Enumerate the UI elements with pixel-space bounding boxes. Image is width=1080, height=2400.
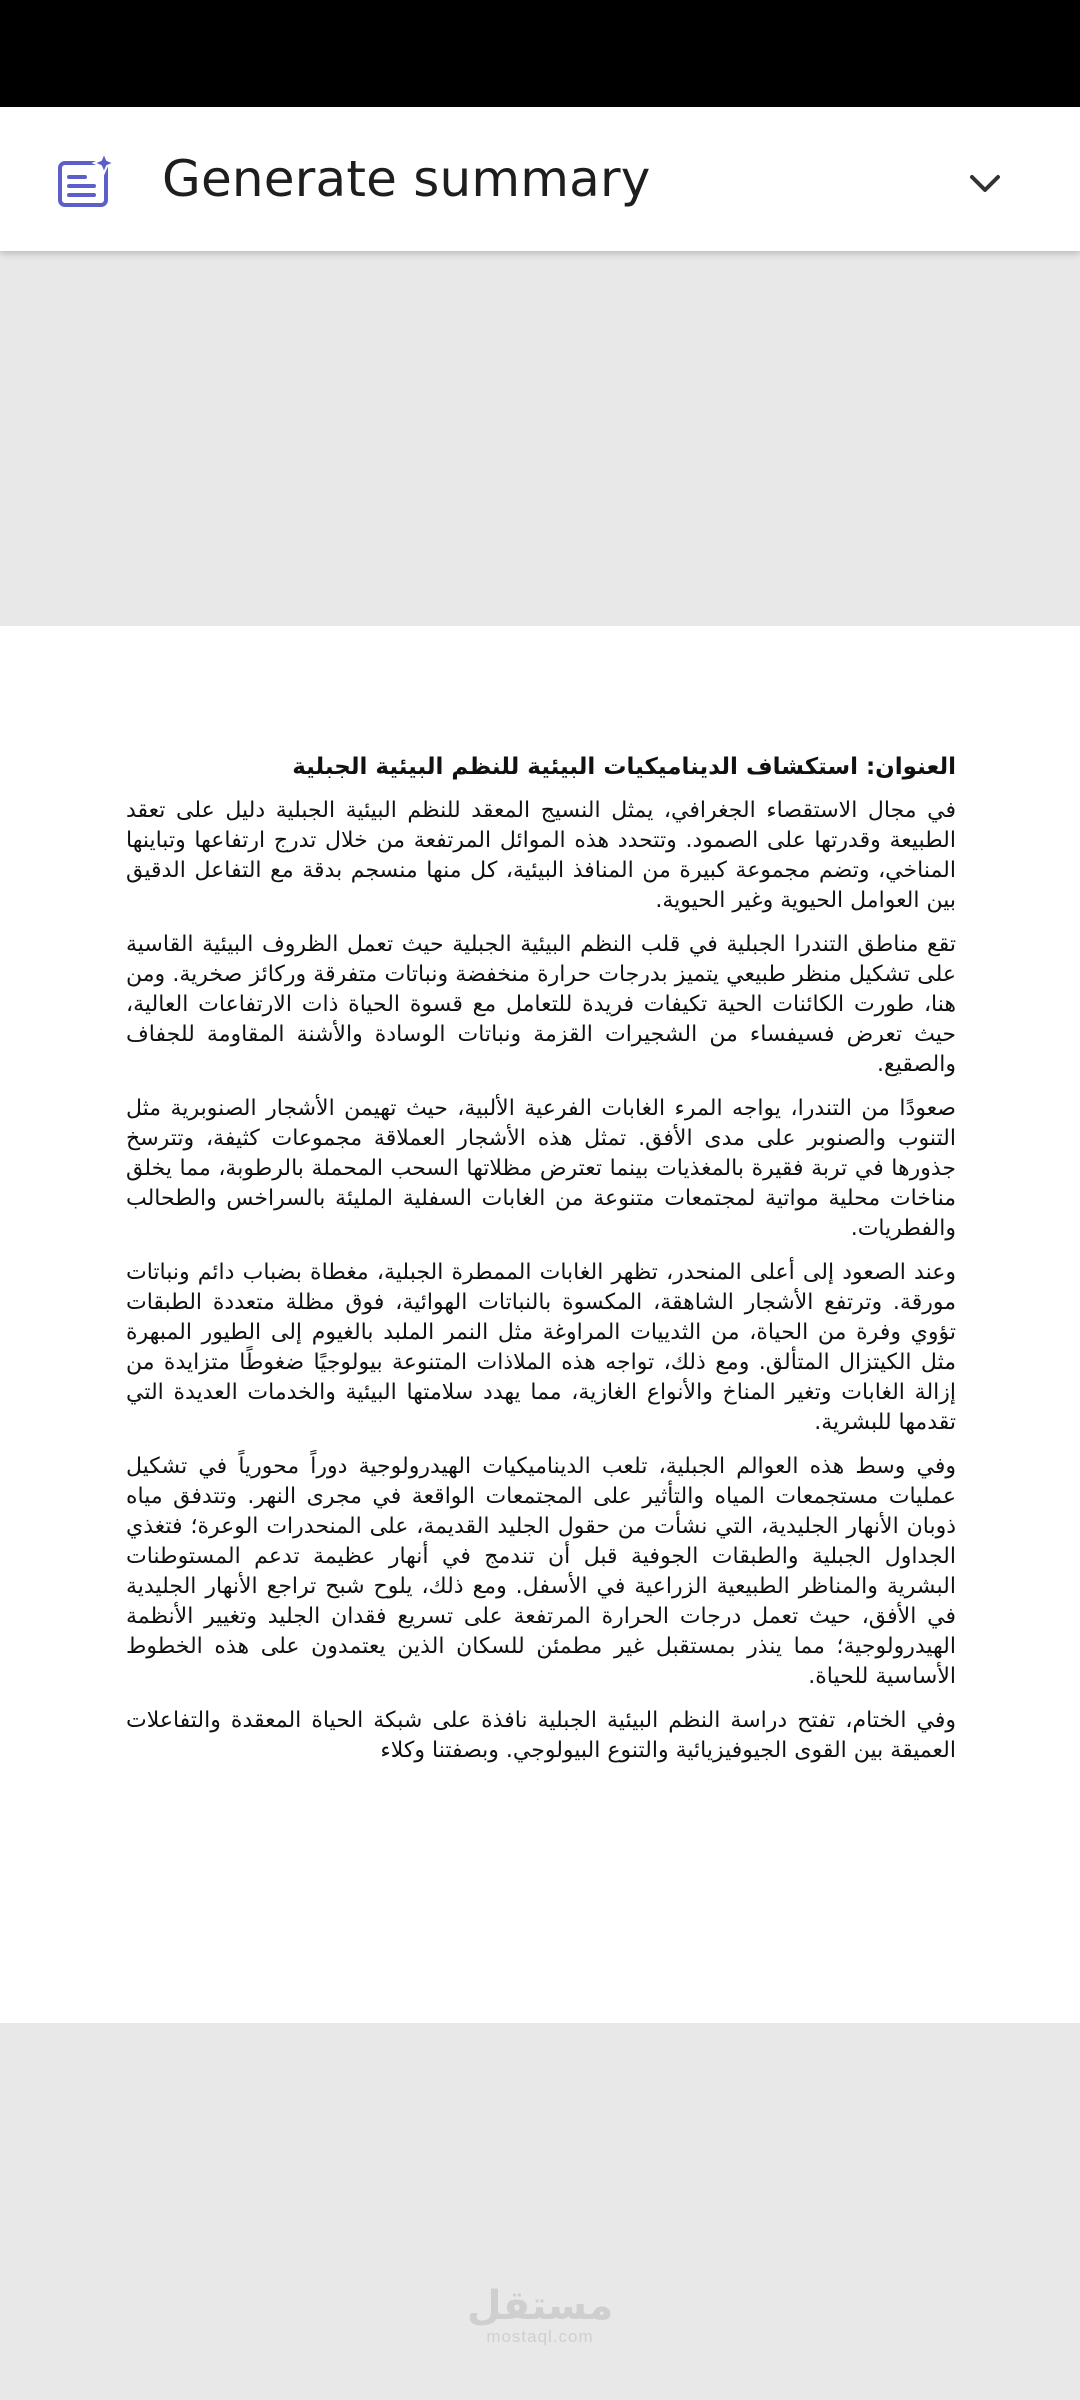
ai-summary-icon xyxy=(56,151,116,211)
status-bar xyxy=(0,0,1080,107)
document-paragraph: في مجال الاستقصاء الجغرافي، يمثل النسيج المعقد للنظم البيئية الجبلية دليل على تعقد الطبيعة وقدرتها على الصمود. وتتحدد هذه الموائل المرتفعة من خلال تدرج ارتفاعها وتباينها المناخي، وتضم مجموعة كبيرة من المنافذ البيئية، كل منها منسجم بدقة مع التفاعل الدقيق بين العوامل الحيوية وغير الحيوية. xyxy=(126,798,956,913)
chevron-down-icon[interactable] xyxy=(960,159,1010,209)
document-paragraph: وفي وسط هذه العوالم الجبلية، تلعب الديناميكيات الهيدرولوجية دوراً محورياً في تشكيل عمليات مستجمعات المياه والتأثير على المجتمعات الواقعة في مجرى النهر. وتتدفق مياه ذوبان الأنهار الجليدية، التي نشأت من حقول الجليد القديمة، على المنحدرات الوعرة؛ فتغذي الجداول الجبلية والطبقات الجوفية قبل أن تندمج في أنهار عظيمة تدعم المستوطنات البشرية والمناظر الطبيعية الزراعية في الأسفل. ومع ذلك، يلوح شبح تراجع الأنهار الجليدية في الأفق، حيث تعمل درجات الحرارة المرتفعة على تسريع فقدان الجليد وتغيير الأنظمة الهيدرولوجية؛ مما ينذر بمستقبل غير مطمئن للسكان الذين يعتمدون على هذه الخطوط الأساسية للحياة. xyxy=(126,1454,956,1689)
watermark xyxy=(0,2285,1080,2347)
document-page[interactable] xyxy=(0,626,1080,2023)
summary-header[interactable] xyxy=(0,107,1080,251)
watermark-arabic: مستقل xyxy=(466,2283,614,2329)
document-viewer-background xyxy=(0,251,1080,626)
document-paragraph: صعودًا من التندرا، يواجه المرء الغابات الفرعية الألبية، حيث تهيمن الأشجار الصنوبرية مثل التنوب والصنوبر على مدى الأفق. تمثل هذه الأشجار العملاقة مجموعات كثيفة، وتترسخ جذورها في تربة فقيرة بالمغذيات بينما تعترض مظلاتها السحب المحملة بالرطوبة، مما يخلق مناخات محلية مواتية لمجتمعات متنوعة من الغابات السفلية المليئة بالسراخس والطحالب والفطريات. xyxy=(126,1096,956,1241)
document-paragraph: وفي الختام، تفتح دراسة النظم البيئية الجبلية نافذة على شبكة الحياة المعقدة والتفاعلات العميقة بين القوى الجيوفيزيائية والتنوع البيولوجي. وبصفتنا وكلاء xyxy=(126,1708,956,1763)
header-title: Generate summary xyxy=(162,150,651,208)
watermark-latin: mostaql.com xyxy=(486,2327,594,2346)
document-paragraph: تقع مناطق التندرا الجبلية في قلب النظم البيئية الجبلية حيث تعمل الظروف البيئية القاسية على تشكيل منظر طبيعي يتميز بدرجات حرارة منخفضة ونباتات متفرقة وركائز صخرية. ومن هنا، طورت الكائنات الحية تكيفات فريدة للتعامل مع قسوة الحياة ذات الارتفاعات العالية، حيث تعرض فسيفساء من الشجيرات القزمة ونباتات الوسادة والأشنة المقاومة للجفاف والصقيع. xyxy=(126,932,956,1077)
document-paragraph: وعند الصعود إلى أعلى المنحدر، تظهر الغابات الممطرة الجبلية، مغطاة بضباب دائم ونباتات مورقة. وترتفع الأشجار الشاهقة، المكسوة بالنباتات الهوائية، فوق مظلة متعددة الطبقات تؤوي وفرة من الحياة، من الثدييات المراوغة مثل النمر الملبد بالغيوم إلى الطيور المبهرة مثل الكيتزال المتألق. ومع ذلك، تواجه هذه الملاذات المتنوعة بيولوجيًا ضغوطًا متزايدة من إزالة الغابات وتغير المناخ والأنواع الغازية، مما يهدد سلامتها البيئية والخدمات العديدة التي تقدمها للبشرية. xyxy=(126,1260,956,1435)
document-title: العنوان: استكشاف الديناميكيات البيئية للنظم البيئية الجبلية xyxy=(292,754,956,780)
document-body xyxy=(126,752,956,1780)
